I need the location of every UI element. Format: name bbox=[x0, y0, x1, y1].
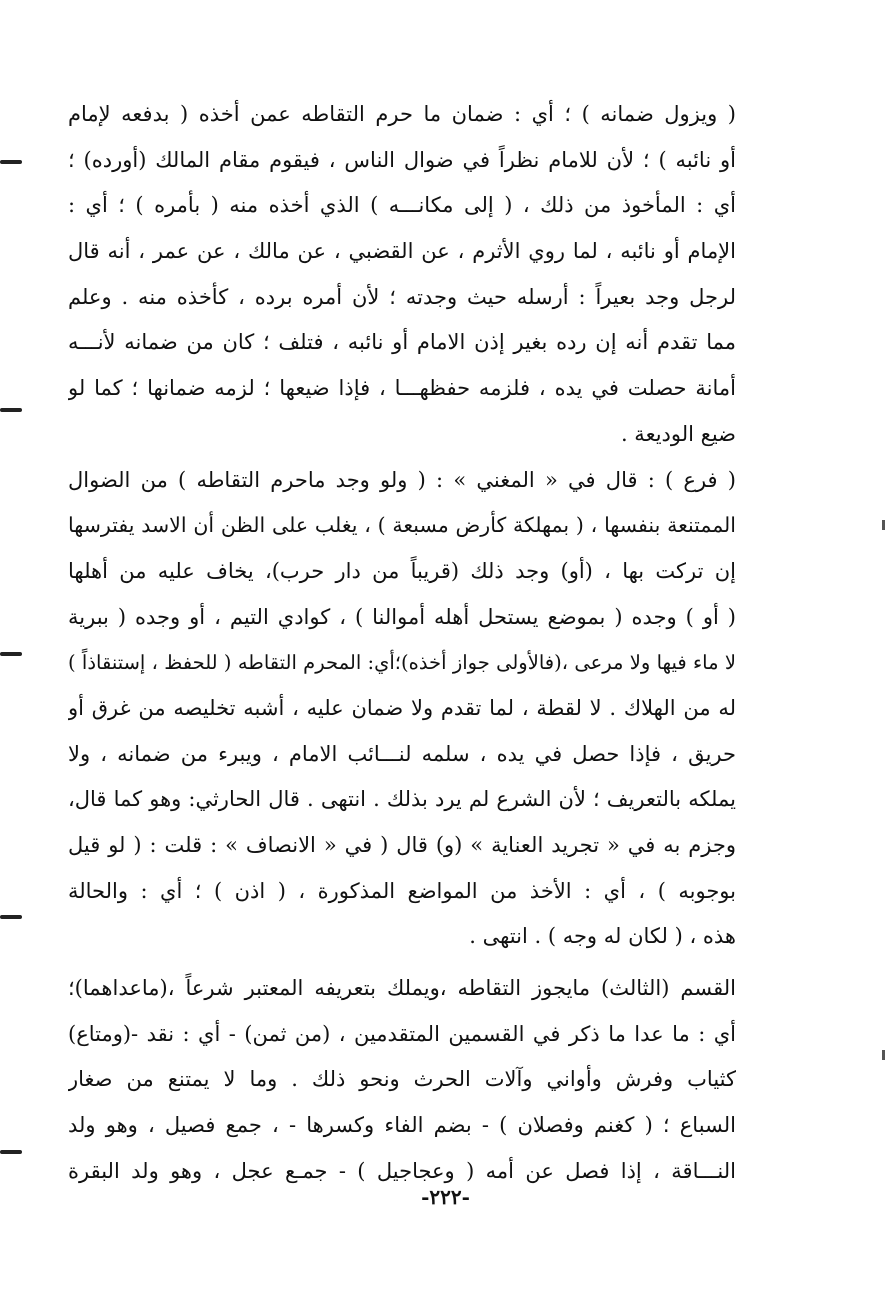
page-body bbox=[68, 92, 736, 1195]
text-line: إن تركت بها ، (أو) وجد ذلك (قريباً من دار حرب)، يخاف عليه من أهلها bbox=[68, 558, 736, 583]
page-number: -٢٢٢- bbox=[421, 1185, 470, 1209]
text-line: مما تقدم أنه إن رده بغير إذن الامام أو نائبه ، فتلف ؛ كان من ضمانه لأنـــه bbox=[68, 330, 736, 355]
margin-mark bbox=[0, 915, 22, 919]
text-line: كثياب وفرش وأواني وآلات الحرث ونحو ذلك . وما لا يمتنع من صغار bbox=[68, 1067, 736, 1092]
text-line: لرجل وجد بعيراً : أرسله حيث وجدته ؛ لأن أمره برده ، كأخذه منه . وعلم bbox=[68, 284, 736, 309]
margin-mark bbox=[882, 1050, 885, 1060]
margin-mark bbox=[0, 652, 22, 656]
text-line: أي : المأخوذ من ذلك ، ( إلى مكانـــه ) الذي أخذه منه ( بأمره ) ؛ أي : bbox=[68, 193, 736, 218]
text-line: ( فرع ) : قال في « المغني » : ( ولو وجد ماحرم التقاطه ) من الضوال bbox=[68, 467, 736, 492]
margin-mark bbox=[0, 408, 22, 412]
text-line: ( ويزول ضمانه ) ؛ أي : ضمان ما حرم التقاطه عمن أخذه ( بدفعه لإمام bbox=[68, 102, 736, 126]
text-line: الممتنعة بنفسها ، ( بمهلكة كأرض مسبعة ) ، يغلب على الظن أن الاسد يفترسها bbox=[68, 513, 736, 538]
text-line: له من الهلاك . لا لقطة ، لما تقدم ولا ضمان عليه ، أشبه تخليصه من غرق أو bbox=[68, 695, 736, 720]
text-line: بوجوبه ) ، أي : الأخذ من المواضع المذكورة ، ( اذن ) ؛ أي : والحالة bbox=[68, 878, 736, 903]
text-line: وجزم به في « تجريد العناية » (و) قال ( في « الانصاف » : قلت : ( لو قيل bbox=[68, 833, 736, 857]
text-line: أو نائبه ) ؛ لأن للامام نظراً في ضوال الناس ، فيقوم مقام المالك (أورده) ؛ bbox=[68, 147, 736, 172]
text-line: النـــاقة ، إذا فصل عن أمه ( وعجاجيل ) - جمـع عجل ، وهو ولد البقرة bbox=[68, 1158, 736, 1183]
text-line: السباع ؛ ( كغنم وفصلان ) - بضم الفاء وكسرها - ، جمع فصيل ، وهو ولد bbox=[68, 1113, 736, 1138]
text-line: لا ماء فيها ولا مرعى ،(فالأولى جواز أخذه)؛أي: المحرم التقاطه ( للحفظ ، إستنقاذاً ) bbox=[68, 651, 736, 675]
text-line: حريق ، فإذا حصل في يده ، سلمه لنـــائب الامام ، ويبرء من ضمانه ، ولا bbox=[68, 741, 736, 766]
text-line: هذه ، ( لكان له وجه ) . انتهى . bbox=[469, 924, 736, 949]
margin-mark bbox=[0, 1150, 22, 1154]
margin-mark bbox=[0, 160, 22, 164]
text-line: يملكه بالتعريف ؛ لأن الشرع لم يرد بذلك . انتهى . قال الحارثي: وهو كما قال، bbox=[68, 787, 736, 812]
text-line: ( أو ) وجده ( بموضع يستحل أهله أموالنا ) ، كوادي التيم ، أو وجده ( ببرية bbox=[68, 604, 736, 629]
text-line: ضيع الوديعة . bbox=[620, 421, 736, 446]
text-line: القسم (الثالث) مايجوز التقاطه ،ويملك بتعريفه المعتبر شرعاً ،(ماعداهما)؛ bbox=[68, 976, 736, 1001]
text-line: الإمام أو نائبه ، لما روي الأثرم ، عن القضبي ، عن مالك ، عن عمر ، أنه قال bbox=[68, 239, 736, 264]
text-line: أمانة حصلت في يده ، فلزمه حفظهـــا ، فإذا ضيعها ؛ لزمه ضمانها ؛ كما لو bbox=[68, 376, 736, 401]
margin-mark bbox=[882, 520, 885, 530]
text-line: أي : ما عدا ما ذكر في القسمين المتقدمين ، (من ثمن) - أي : نقد -(ومتاع) bbox=[68, 1021, 736, 1046]
